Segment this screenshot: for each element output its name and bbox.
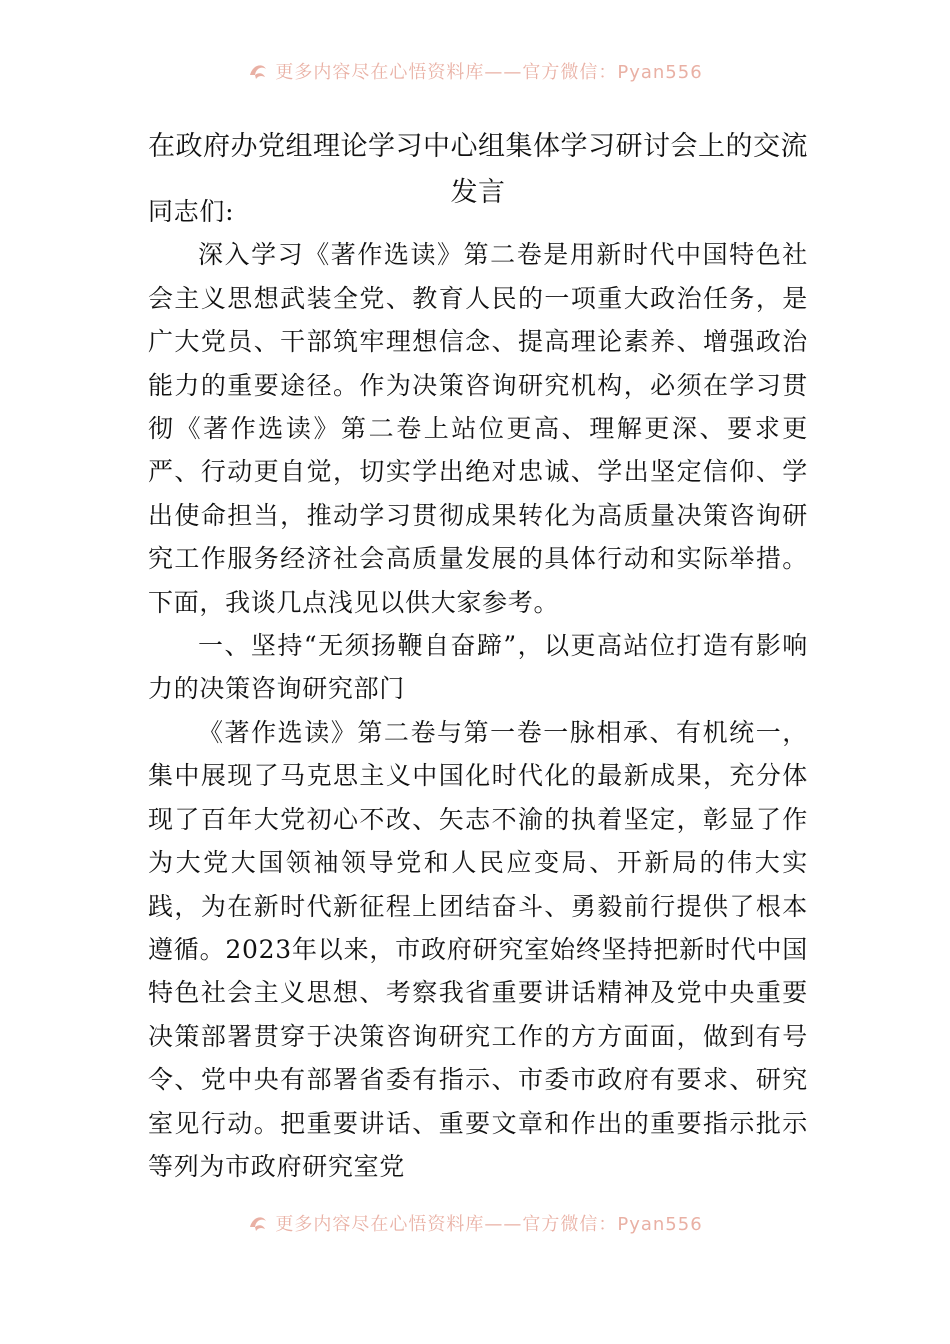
paragraph: 深入学习《著作选读》第二卷是用新时代中国特色社会主义思想武装全党、教育人民的一项重大政治任务，是广大党员、干部筑牢理想信念、提高理论素养、增强政治能力的重要途径。作为决策咨询研究机构，必须在学习贯彻《著作选读》第二卷上站位更高、理解更深、要求更严、行动更自觉，切实学出绝对忠诚、学出坚定信仰、学出使命担当，推动学习贯彻成果转化为高质量决策咨询研究工作服务经济社会高质量发展的具体行动和实际举措。下面，我谈几点浅见以供大家参考。 <box>148 240 808 617</box>
watermark-logo-icon <box>247 60 269 82</box>
paragraph: 《著作选读》第二卷与第一卷一脉相承、有机统一，集中展现了马克思主义中国化时代化的最新成果，充分体现了百年大党初心不改、矢志不渝的执着坚定，彰显了作为大党大国领袖领导党和人民应变局、开新局的伟大实践，为在新时代新征程上团结奋斗、勇毅前行提供了根本遵循。2023年以来，市政府研究室始终坚持把新时代中国特色社会主义思想、考察我省重要讲话精神及党中央重要决策部署贯穿于决策咨询研究工作的方方面面，做到有号令、党中央有部署省委有指示、市委市政府有要求、研究室见行动。把重要讲话、重要文章和作出的重要指示批示等列为市政府研究室党 <box>148 717 808 1181</box>
watermark-footer <box>0 1210 950 1236</box>
document-body <box>148 190 808 1188</box>
watermark-logo-icon <box>247 1212 269 1234</box>
watermark-text: 更多内容尽在心悟资料库——官方微信：Pyan556 <box>275 1214 703 1235</box>
watermark-header <box>0 58 950 84</box>
document-title: 在政府办党组理论学习中心组集体学习研讨会上的交流发言 <box>148 131 808 208</box>
watermark-text: 更多内容尽在心悟资料库——官方微信：Pyan556 <box>275 62 703 83</box>
section-heading: 一、坚持“无须扬鞭自奋蹄”，以更高站位打造有影响力的决策咨询研究部门 <box>148 631 808 704</box>
salutation: 同志们: <box>148 197 235 226</box>
